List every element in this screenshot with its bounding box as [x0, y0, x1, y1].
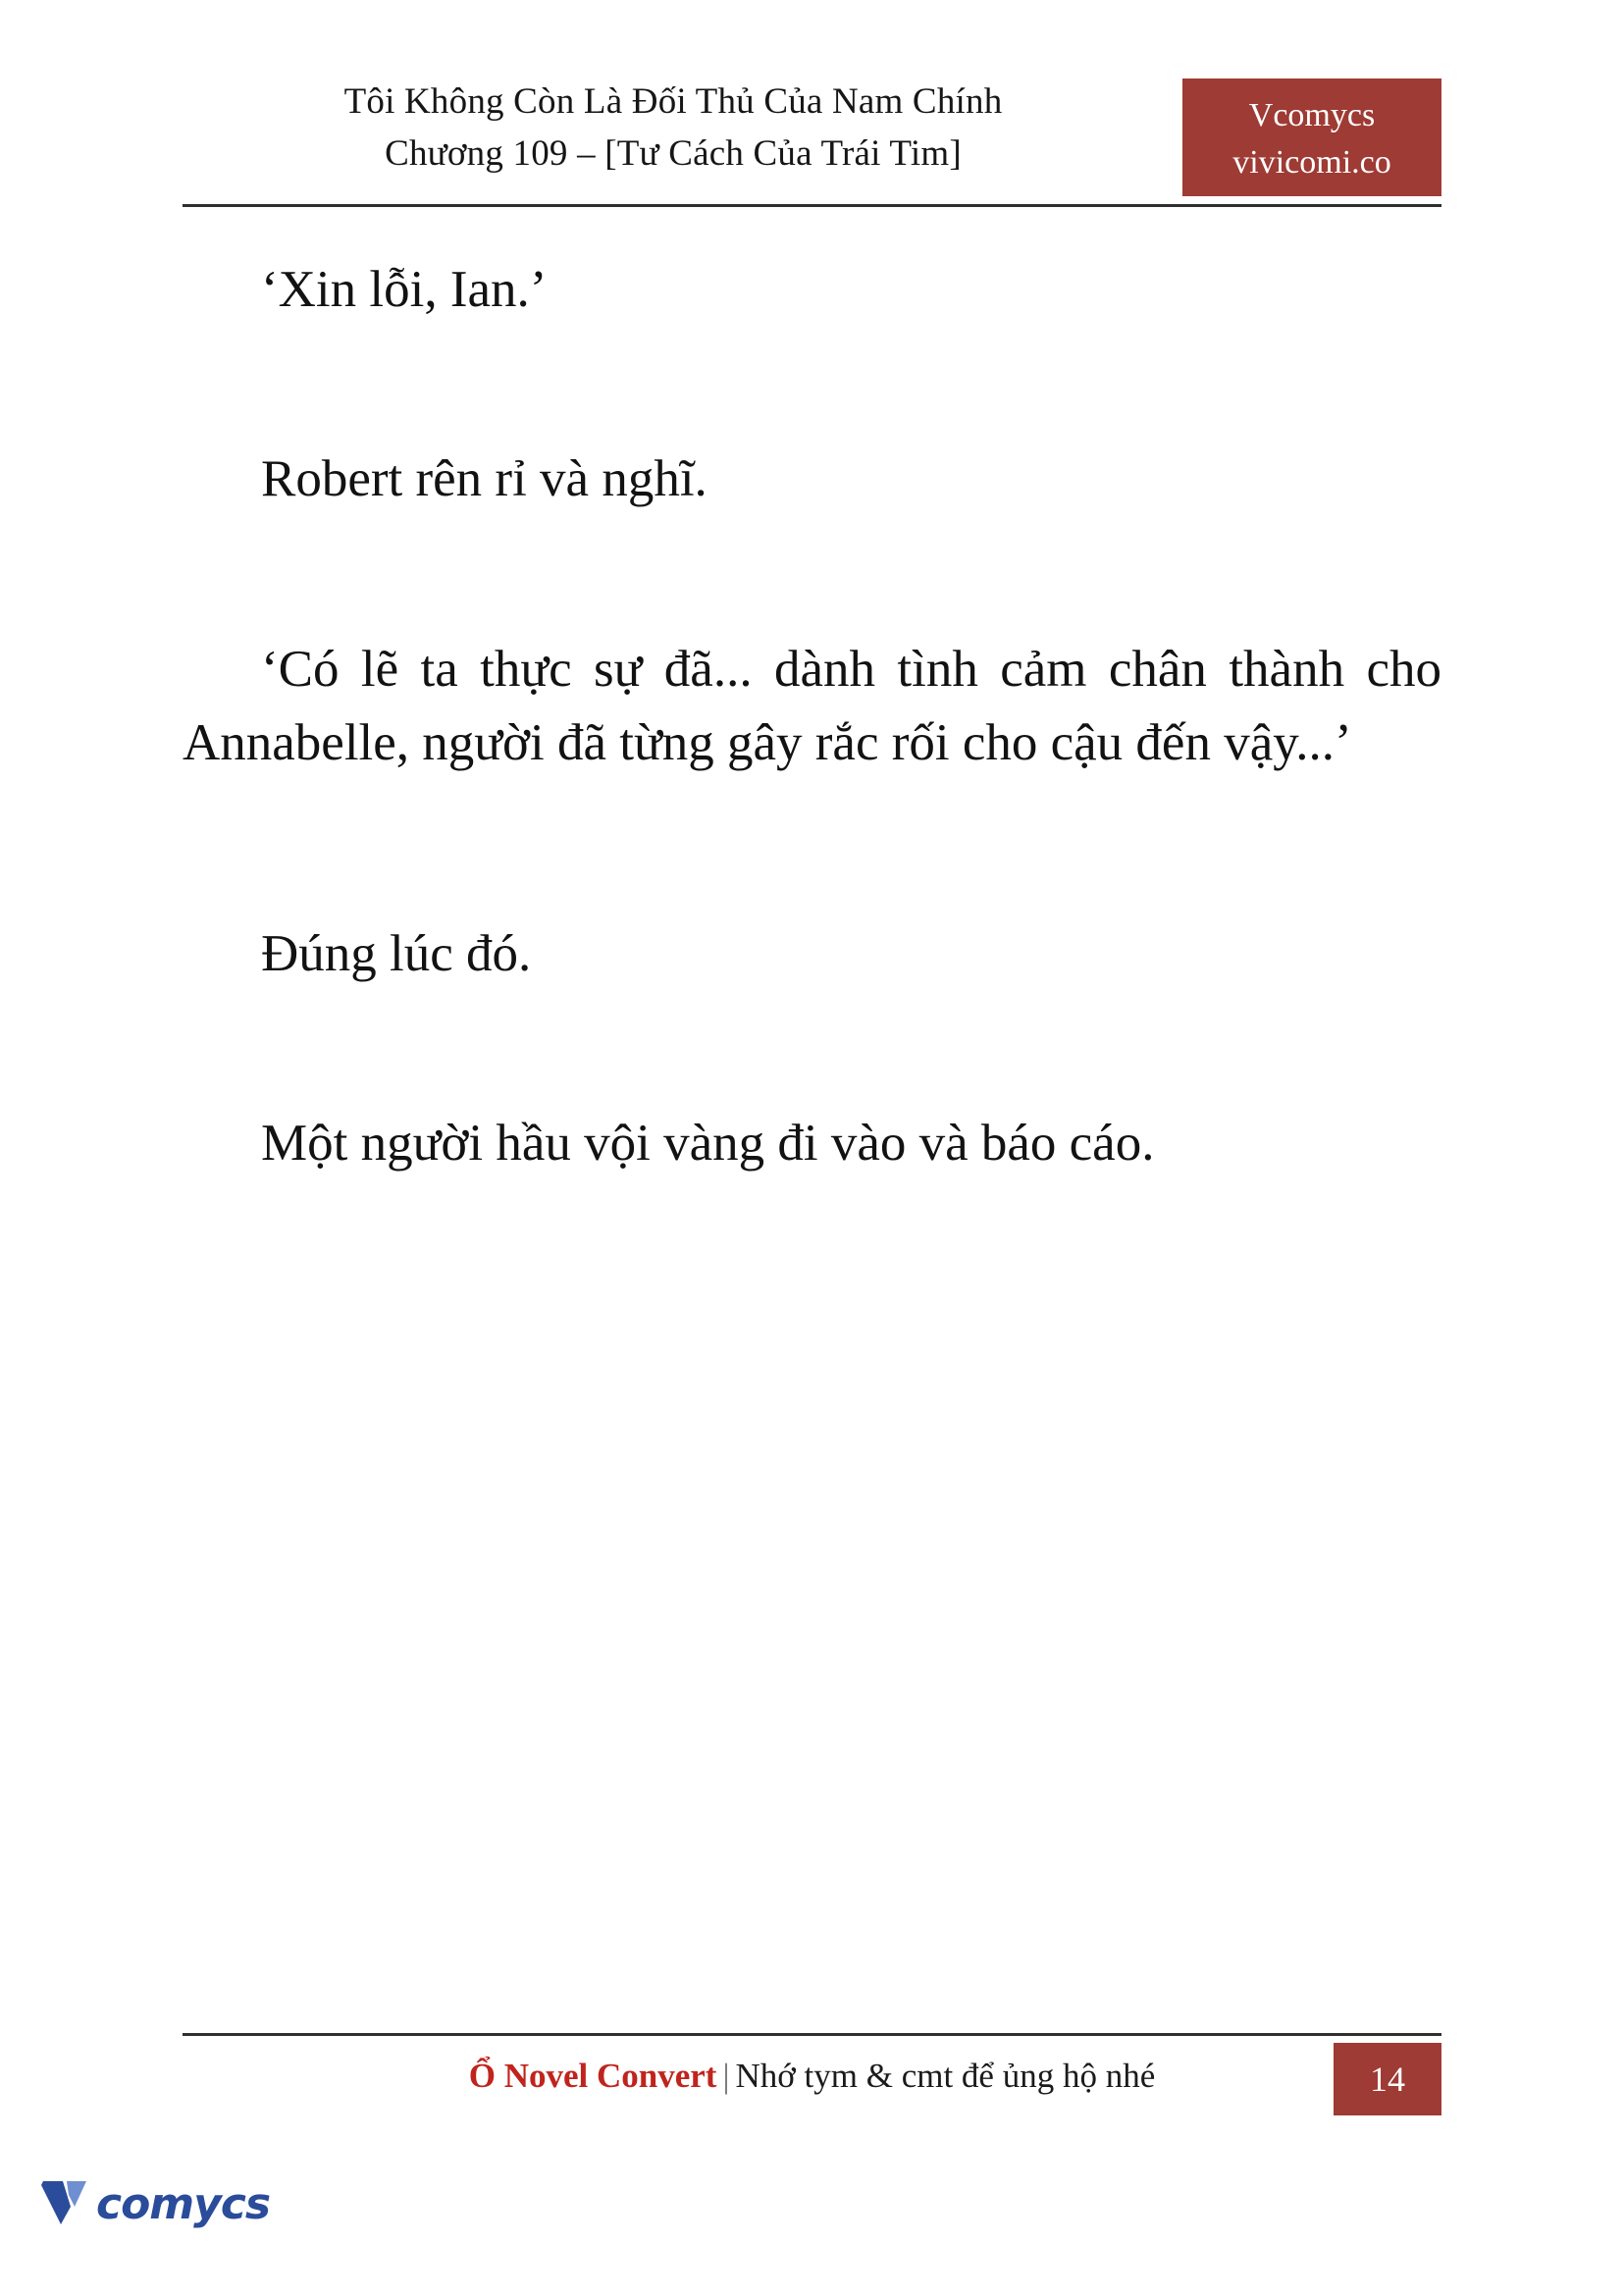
paragraph: ‘Có lẽ ta thực sự đã... dành tình cảm chân thành cho Annabelle, người đã từng gây rắc rối cho cậu đến vậy...’ [183, 640, 1441, 771]
paragraph: ‘Xin lỗi, Ian.’ [261, 261, 548, 318]
header-title-line-2: Chương 109 – [Tư Cách Của Trái Tim] [385, 132, 962, 174]
footer-note: Nhớ tym & cmt để ủng hộ nhé [735, 2057, 1156, 2095]
paragraph: Đúng lúc đó. [261, 925, 532, 982]
page-body [183, 253, 1441, 1181]
page-header [183, 77, 1441, 206]
header-title [183, 77, 1164, 180]
page-number: 14 [1334, 2043, 1441, 2115]
footer-divider [183, 2033, 1441, 2036]
header-divider [183, 204, 1441, 207]
page-footer [183, 2033, 1441, 2131]
publisher-badge-url: vivicomi.co [1232, 144, 1391, 182]
paragraph: Robert rên rỉ và nghĩ. [261, 450, 707, 508]
watermark-text [96, 2179, 270, 2229]
paragraph: Một người hầu vội vàng đi vào và báo cáo. [261, 1115, 1155, 1173]
header-title-line-1: Tôi Không Còn Là Đối Thủ Của Nam Chính [343, 81, 1003, 122]
footer-brand: Ổ Novel Convert [468, 2057, 717, 2095]
watermark-text-main: comycs [96, 2179, 271, 2229]
footer-credit [183, 2051, 1441, 2103]
publisher-badge [1182, 78, 1441, 196]
footer-separator: | [722, 2057, 730, 2095]
watermark-logo [41, 2173, 271, 2250]
publisher-badge-name: Vcomycs [1248, 97, 1376, 133]
vcomycs-mark-icon [41, 2177, 96, 2228]
